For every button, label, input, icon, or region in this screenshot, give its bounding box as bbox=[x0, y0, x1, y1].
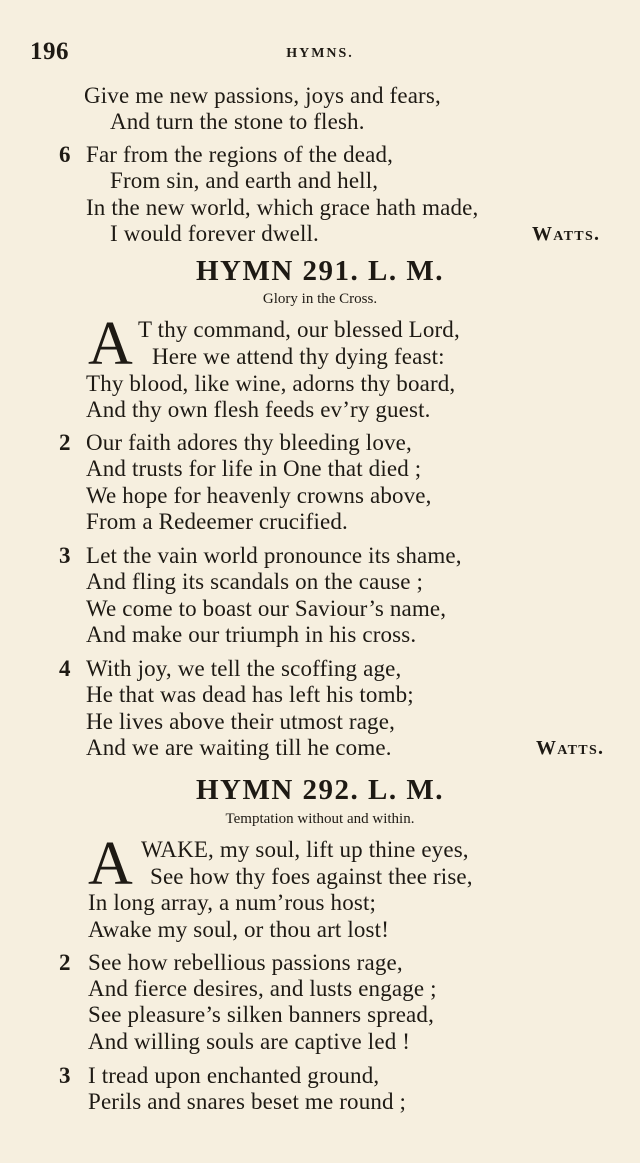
stanza-number: 2 bbox=[59, 430, 71, 455]
verse-line: See how rebellious passions rage, bbox=[88, 950, 403, 975]
verse-line: Here we attend thy dying feast: bbox=[152, 344, 445, 369]
verse-line: Thy blood, like wine, adorns thy board, bbox=[86, 371, 456, 396]
verse-line: Far from the regions of the dead, bbox=[86, 142, 394, 167]
verse-line: And make our triumph in his cross. bbox=[86, 622, 417, 647]
verse-line: WAKE, my soul, lift up thine eyes, bbox=[141, 837, 469, 862]
hymn-title: HYMN 291. L. M. bbox=[195, 255, 445, 287]
attribution: Watts. bbox=[536, 737, 605, 759]
verse-line: He lives above their utmost rage, bbox=[86, 709, 395, 734]
stanza-number: 6 bbox=[59, 142, 71, 167]
drop-cap: A bbox=[88, 310, 133, 378]
verse-line: From sin, and earth and hell, bbox=[110, 168, 379, 193]
verse-line: T thy command, our blessed Lord, bbox=[138, 317, 460, 342]
verse-line: I would forever dwell. bbox=[110, 221, 319, 246]
stanza-number: 2 bbox=[59, 950, 71, 975]
hymn-subtitle: Glory in the Cross. bbox=[262, 291, 378, 307]
verse-line: Let the vain world pronounce its shame, bbox=[86, 543, 462, 568]
verse-line: In long array, a num’rous host; bbox=[88, 890, 377, 915]
verse-line: And we are waiting till he come. bbox=[86, 735, 392, 760]
drop-cap: A bbox=[88, 830, 133, 898]
verse-line: And turn the stone to flesh. bbox=[110, 109, 365, 134]
verse-line: From a Redeemer crucified. bbox=[86, 509, 348, 534]
attribution: Watts. bbox=[532, 223, 601, 245]
verse-line: Give me new passions, joys and fears, bbox=[84, 83, 441, 108]
verse-line: And trusts for life in One that died ; bbox=[86, 456, 422, 481]
stanza-number: 3 bbox=[59, 1063, 71, 1088]
verse-line: In the new world, which grace hath made, bbox=[86, 195, 479, 220]
verse-line: We hope for heavenly crowns above, bbox=[86, 483, 432, 508]
page-header bbox=[30, 38, 610, 68]
verse-line: And willing souls are captive led ! bbox=[88, 1029, 411, 1054]
verse-line: Perils and snares beset me round ; bbox=[88, 1089, 407, 1114]
stanza-number: 4 bbox=[59, 656, 71, 681]
running-head: HYMNS. bbox=[286, 46, 354, 61]
verse-line: Awake my soul, or thou art lost! bbox=[88, 917, 390, 942]
hymn-subtitle: Temptation without and within. bbox=[225, 811, 415, 827]
verse-line: We come to boast our Saviour’s name, bbox=[86, 596, 447, 621]
verse-line: See how thy foes against thee rise, bbox=[150, 864, 473, 889]
verse-line: See pleasure’s silken banners spread, bbox=[88, 1002, 434, 1027]
verse-line: Our faith adores thy bleeding love, bbox=[86, 430, 412, 455]
stanza-number: 3 bbox=[59, 543, 71, 568]
verse-line: And fling its scandals on the cause ; bbox=[86, 569, 424, 594]
hymn-title: HYMN 292. L. M. bbox=[195, 774, 445, 806]
page-number: 196 bbox=[30, 38, 69, 65]
verse-line: He that was dead has left his tomb; bbox=[86, 682, 414, 707]
verse-line: And fierce desires, and lusts engage ; bbox=[88, 976, 437, 1001]
verse-line: I tread upon enchanted ground, bbox=[88, 1063, 380, 1088]
verse-line: And thy own flesh feeds ev’ry guest. bbox=[86, 397, 431, 422]
verse-line: With joy, we tell the scoffing age, bbox=[86, 656, 402, 681]
